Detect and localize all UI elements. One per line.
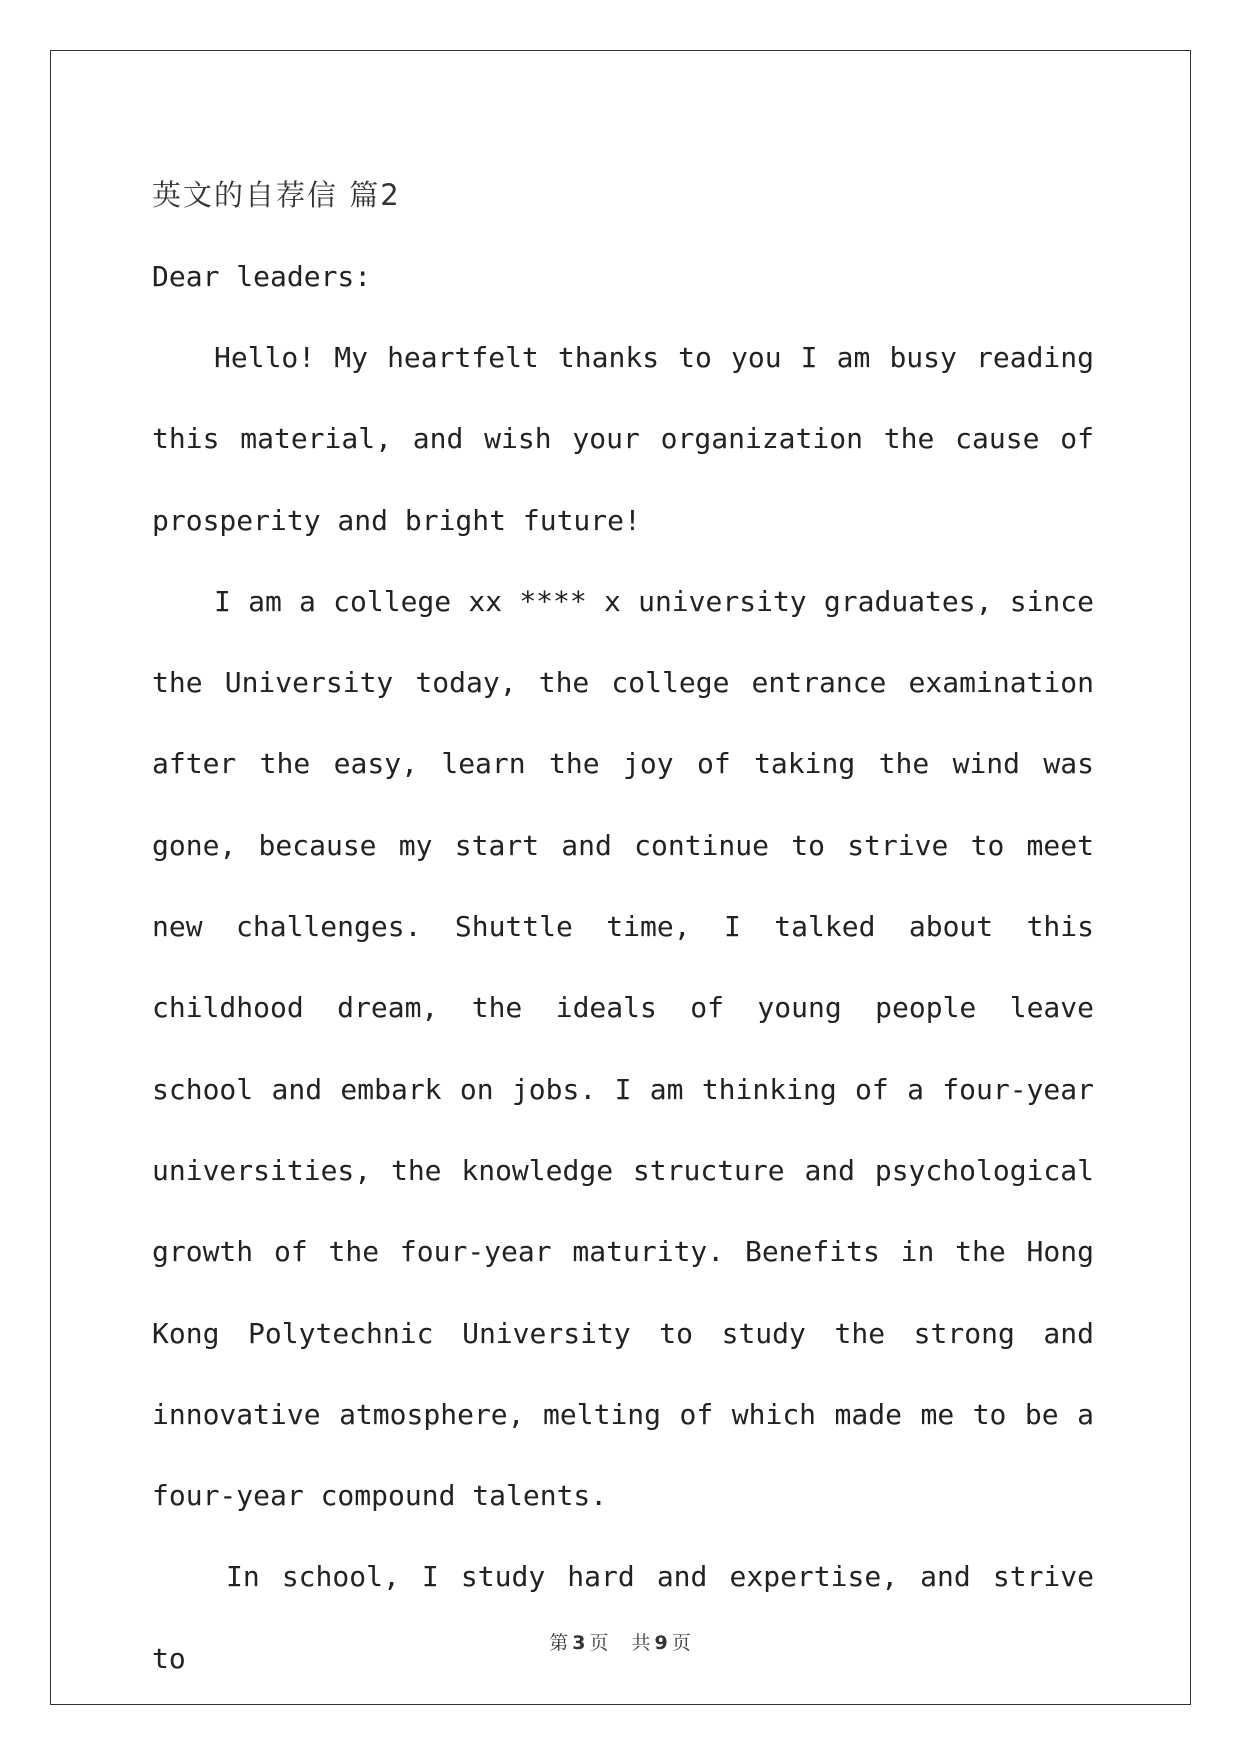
document-heading: 英文的自荐信 篇2 bbox=[152, 178, 401, 212]
page-prefix: 第 bbox=[549, 1632, 570, 1654]
page-footer bbox=[0, 1628, 1241, 1655]
current-page-number: 3 bbox=[572, 1632, 587, 1654]
greeting: Dear leaders: bbox=[152, 260, 372, 293]
paragraph-school: In school, I study hard and expertise, and strive to bbox=[152, 1560, 1094, 1675]
total-suffix: 页 bbox=[671, 1632, 692, 1654]
total-pages-number: 9 bbox=[654, 1632, 669, 1654]
paragraph-intro: Hello! My heartfelt thanks to you I am busy reading this material, and wish your organization the cause of prosperity and bright future! bbox=[152, 341, 1094, 537]
page-suffix: 页 bbox=[589, 1632, 610, 1654]
paragraph-background: I am a college xx **** x university graduates, since the University today, the college entrance examination after the easy, learn the joy of taking the wind was gone, because my start and continue to strive to meet new challenges. Shuttle time, I talked about this childhood dream, the ideals of young people leave school and embark on jobs. I am thinking of a four-year universities, the knowledge structure and psychological growth of the four-year maturity. Benefits in the Hong Kong Polytechnic University to study the strong and innovative atmosphere, melting of which made me to be a four-year compound talents. bbox=[152, 584, 1094, 1513]
total-prefix: 共 bbox=[631, 1632, 652, 1654]
document-body bbox=[152, 155, 1094, 1699]
